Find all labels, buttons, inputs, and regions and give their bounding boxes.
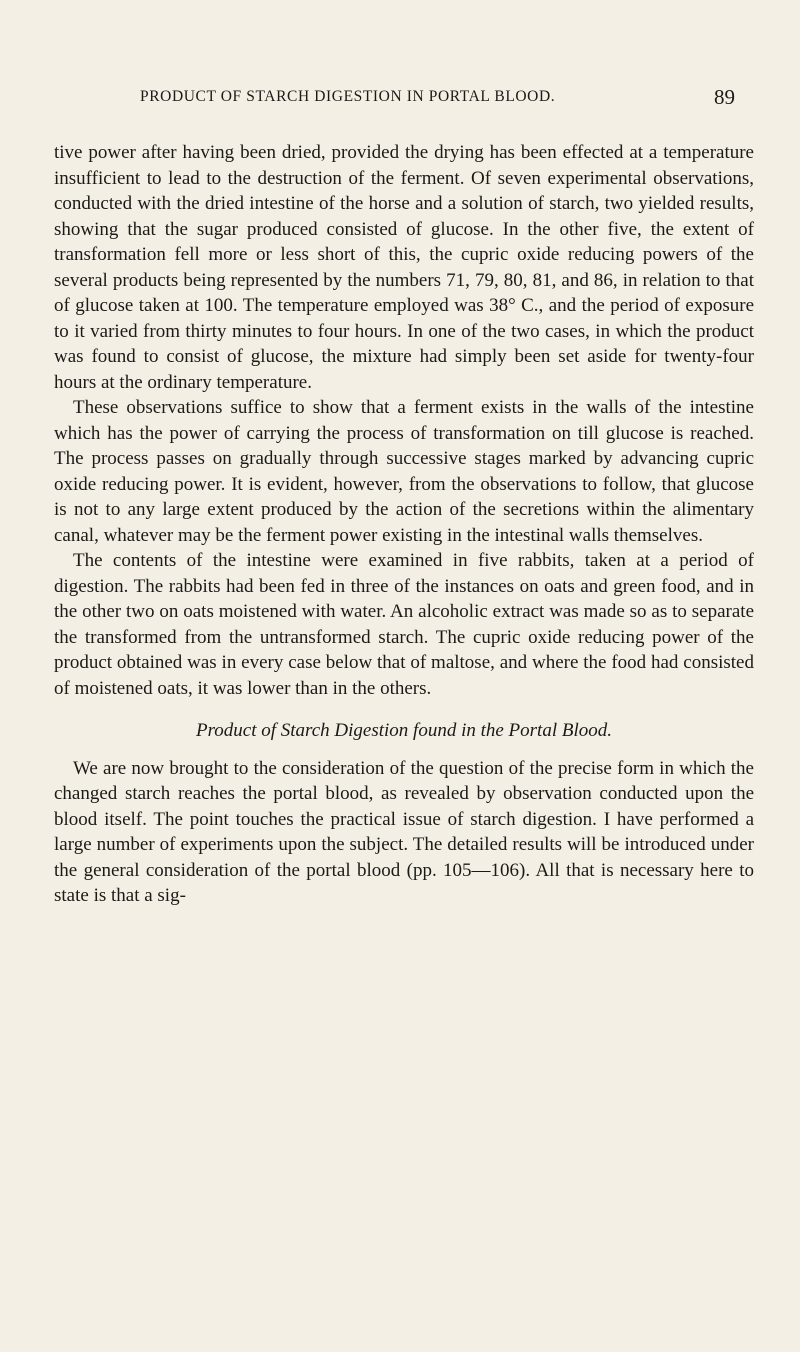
section-heading: Product of Starch Digestion found in the Portal Blood. xyxy=(195,720,613,741)
paragraph-rabbit-intestine: The contents of the intestine were examined in five rabbits, taken at a period of digestion. The rabbits had been fed in three of the instances on oats and green food, and in the other two on oats moistened with water. An alcoholic extract was made so as to separate the transformed from the untransformed starch. The cupric oxide reducing power of the product obtained was in every case below that of maltose, and where the food had consisted of moistened oats, it was lower than in the others. xyxy=(54,550,754,699)
page-number: 89 xyxy=(714,85,735,109)
paragraph-ferment-observations: These observations suffice to show that a ferment exists in the walls of the intestine which has the power of carrying the process of transformation on till glucose is reached. The process passes on gradually through successive stages marked by advancing cupric oxide reducing power. It is evident, however, from the observations to follow, that glucose is not to any large extent produced by the action of the secretions within the alimentary canal, whatever may be the ferment power existing in the intestinal walls themselves. xyxy=(54,397,754,546)
paragraph-continuation: tive power after having been dried, provided the drying has been effected at a temperature insufficient to lead to the destruction of the ferment. Of seven experimental observations, conducted with the dried intestine of the horse and a solution of starch, two yielded results, showing that the sugar produced consisted of glucose. In the other five, the extent of transformation fell more or less short of this, the cupric oxide reducing powers of the several products being represented by the numbers 71, 79, 80, 81, and 86, in relation to that of glucose taken at 100. The temperature employed was 38° C., and the period of exposure to it varied from thirty minutes to four hours. In one of the two cases, in which the product was found to consist of glucose, the mixture had simply been set aside for twenty-four hours at the ordinary temperature. xyxy=(54,142,754,393)
running-head xyxy=(0,85,800,114)
paragraph-portal-blood: We are now brought to the consideration of the question of the precise form in which the changed starch reaches the portal blood, as revealed by observation conducted upon the blood itself. The point touches the practical issue of starch digestion. I have performed a large number of experiments upon the subject. The detailed results will be introduced under the general consideration of the portal blood (pp. 105—106). All that is necessary here to state is that a sig- xyxy=(54,757,754,906)
body-text xyxy=(54,140,754,909)
running-title: PRODUCT OF STARCH DIGESTION IN PORTAL BLOOD. xyxy=(140,88,556,105)
